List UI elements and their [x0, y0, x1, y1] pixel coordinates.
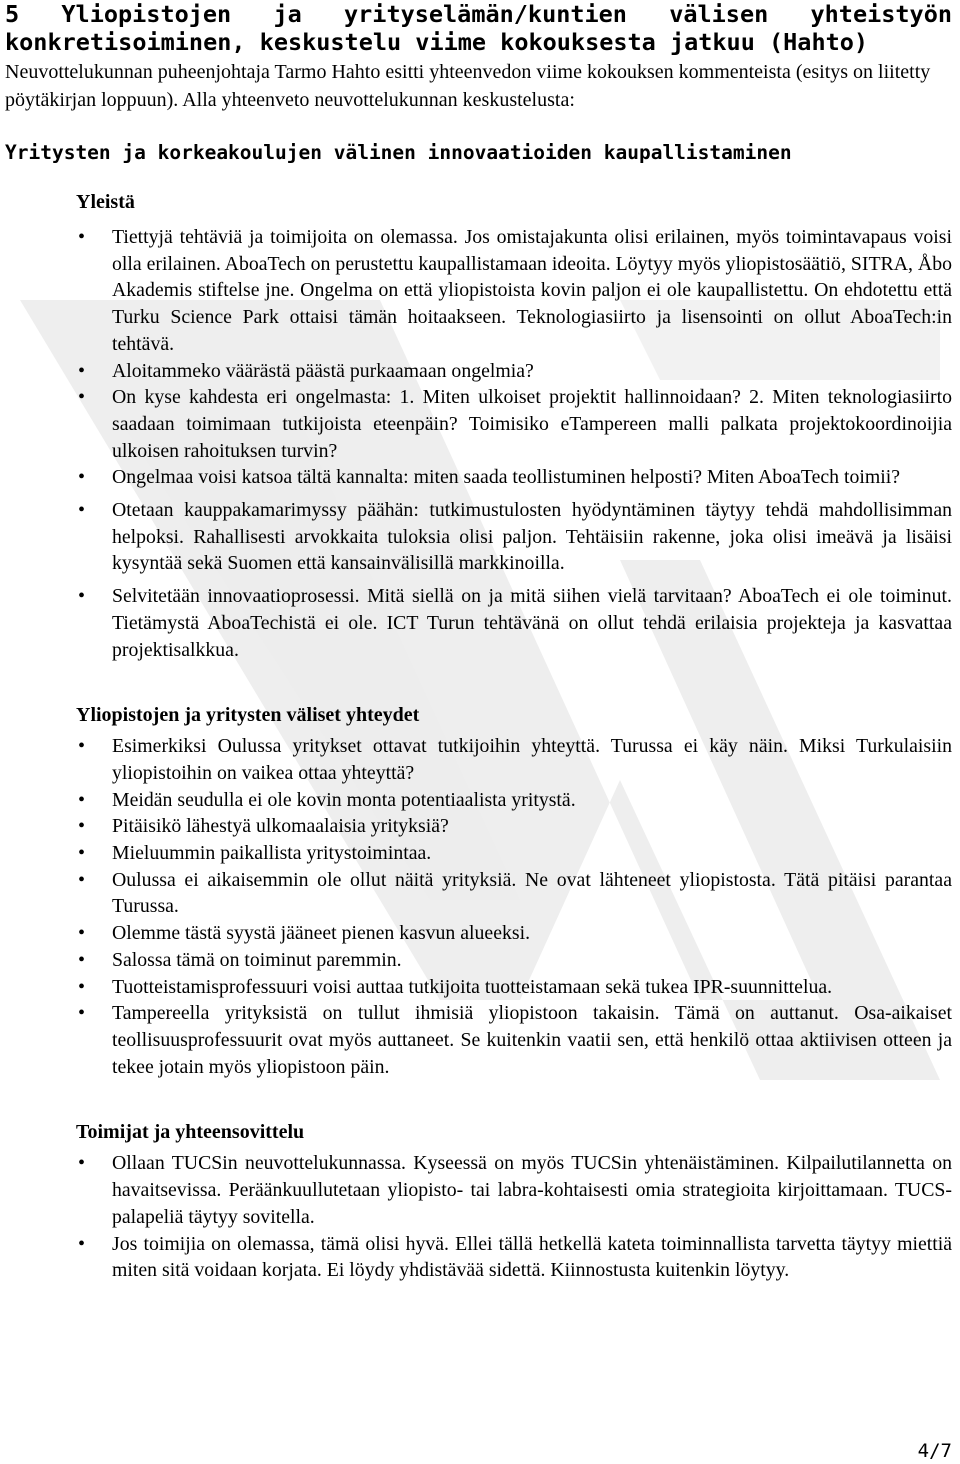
list-item: • Ongelmaa voisi katsoa tältä kannalta: miten saada teollistuminen helposti? Miten AboaTech toimii?: [76, 464, 952, 491]
list-item: • Salossa tämä on toiminut paremmin.: [76, 947, 952, 974]
bullet-list: [76, 1150, 952, 1284]
list-item: • Jos toimijia on olemassa, tämä olisi hyvä. Ellei tällä hetkellä kateta toiminnallista tarvetta täytyy miettiä miten sitä voidaan korjata. Ei löydy yhdistävää sidettä. Kiinnostusta kuitenkin löytyy.: [76, 1231, 952, 1284]
subheading: Yritysten ja korkeakoulujen välinen innovaatioiden kaupallistaminen: [5, 141, 792, 164]
list-item: • Otetaan kauppakamarimyssy päähän: tutkimustulosten hyödyntäminen täytyy tehdä mahdollisimman helpoksi. Rahallisesti arvokkaita tuloksia olisi paljon. Tehtäisiin rakenne, joka olisi imeävä ja lisäisi kysyntää sekä Suomen että kansainvälisillä markkinoilla.: [76, 497, 952, 577]
list-item: • Olemme tästä syystä jääneet pienen kasvun alueeksi.: [76, 920, 952, 947]
section-title: Toimijat ja yhteensovittelu: [76, 1121, 305, 1144]
section-actors: [76, 1118, 952, 1284]
section-heading-line-2: konkretisoiminen, keskustelu viime kokouksesta jatkuu (Hahto): [5, 28, 869, 56]
section-title: Yliopistojen ja yritysten väliset yhteydet: [76, 704, 420, 727]
list-item: • Tiettyjä tehtäviä ja toimijoita on olemassa. Jos omistajakunta olisi erilainen, myös toimintavapaus voisi olla erilainen. AboaTech on perustettu kaupallistamaan ideoita. Löytyy myös yliopistosäätiö, SITRA, Åbo Akademis stiftelse jne. Ongelma on että yliopistoista kovin paljon ei ole kaupallistettu. On ehdotettu että Turku Science Park ottaisi tämän hoitaakseen. Teknologiasiirto ja lisensointi on ollut AboaTech:in tehtävä.: [76, 224, 952, 358]
section-title: Yleistä: [76, 191, 135, 213]
list-item: • Pitäisikö lähestyä ulkomaalaisia yrityksiä?: [76, 813, 952, 840]
list-item: • Meidän seudulla ei ole kovin monta potentiaalista yritystä.: [76, 787, 952, 814]
section-general: [76, 188, 952, 663]
section-relations: [76, 701, 952, 1080]
page-number: 4/7: [917, 1440, 952, 1462]
list-item: • Esimerkiksi Oulussa yritykset ottavat tutkijoihin yhteyttä. Turussa ei käy näin. Miksi Turkulaisiin yliopistoihin on vaikea ottaa yhteyttä?: [76, 733, 952, 786]
section-heading-line-1: 5 Yliopistojen ja yrityselämän/kuntien välisen yhteistyön: [5, 0, 952, 28]
list-item: • On kyse kahdesta eri ongelmasta: 1. Miten ulkoiset projektit hallinnoidaan? 2. Miten teknologiasiirto saadaan toimimaan tutkijoista eteenpäin? Toimisiko eTampereen malli palkata projektokoordinoijia ulkoisen rahoituksen turvin?: [76, 384, 952, 464]
list-item: • Mieluummin paikallista yritystoimintaa.: [76, 840, 952, 867]
bullet-list: [76, 224, 952, 663]
list-item: • Tampereella yrityksistä on tullut ihmisiä yliopistoon takaisin. Tämä on auttanut. Osa-aikaiset teollisuusprofessuurit ovat myös auttaneet. Se kuitenkin vaatii sen, että henkilö ottaa aktiivisen otteen ja tekee jotain myös yliopistoon päin.: [76, 1000, 952, 1080]
bullet-list: [76, 733, 952, 1080]
list-item: • Selvitetään innovaatioprosessi. Mitä siellä on ja mitä siihen vielä tarvitaan? AboaTech ei ole toiminut. Tietämystä AboaTechistä ei ole. ICT Turun tehtävänä on ollut tehdä erilaisia projekteja ja kasvattaa projektisalkkua.: [76, 583, 952, 663]
list-item: • Ollaan TUCSin neuvottelukunnassa. Kyseessä on myös TUCSin yhtenäistäminen. Kilpailutilannetta on havaitsevissa. Peräänkuullutetaan yliopisto- tai labra-kohtaisesti omia strategioita kirjoittamaan. TUCS-palapeliä täytyy sovitella.: [76, 1150, 952, 1230]
intro-paragraph: Neuvottelukunnan puheenjohtaja Tarmo Hahto esitti yhteenvedon viime kokouksen kommenteista (esitys on liitetty pöytäkirjan loppuun). Alla yhteenveto neuvottelukunnan keskustelusta:: [5, 61, 931, 111]
content-body: [5, 188, 952, 1284]
list-item: • Oulussa ei aikaisemmin ole ollut näitä yrityksiä. Ne ovat lähteneet yliopistosta. Tätä pitäisi parantaa Turussa.: [76, 867, 952, 920]
section-heading: [5, 0, 952, 56]
list-item: • Aloitammeko väärästä päästä purkaamaan ongelmia?: [76, 358, 952, 385]
list-item: • Tuotteistamisprofessuuri voisi auttaa tutkijoita tuotteistamaan sekä tukea IPR-suunnittelua.: [76, 974, 952, 1001]
